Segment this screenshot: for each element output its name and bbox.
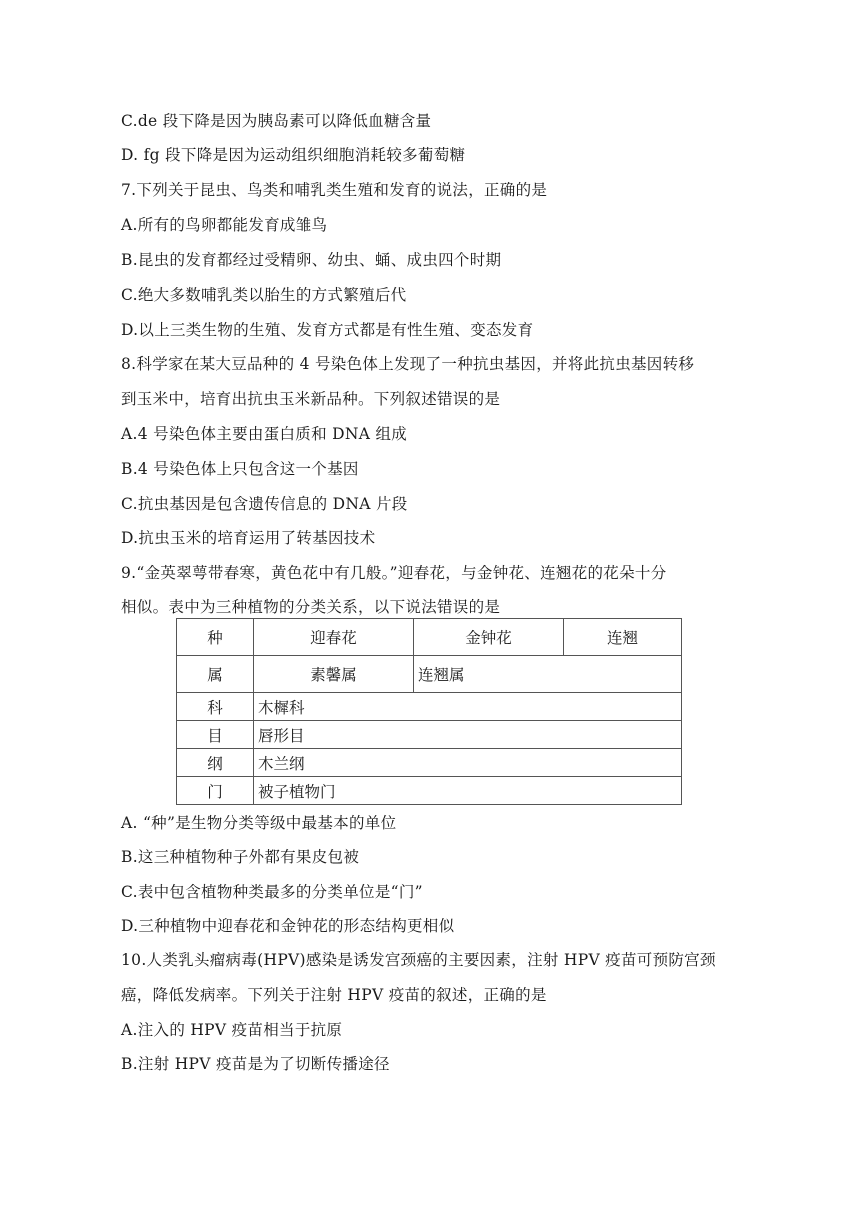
table-cell: 木兰纲 [254,749,682,777]
classification-table [176,618,682,805]
table-row-phylum [177,777,682,805]
question-9-line-2: 相似。表中为三种植物的分类关系，以下说法错误的是 [121,598,501,616]
table-cell: 连翘 [564,619,682,656]
table-row-family [177,693,682,721]
table-cell: 被子植物门 [254,777,682,805]
table-cell: 唇形目 [254,721,682,749]
rank-label: 目 [177,721,254,749]
table-row-genus [177,656,682,693]
table-cell: 金钟花 [414,619,564,656]
option-9c: C.表中包含植物种类最多的分类单位是“门” [121,883,423,901]
table-cell: 连翘属 [414,656,682,693]
rank-label: 纲 [177,749,254,777]
table-row-species [177,619,682,656]
question-9-line-1: 9.“金英翠萼带春寒，黄色花中有几般。”迎春花，与金钟花、连翘花的花朵十分 [121,564,667,582]
table-cell: 迎春花 [254,619,414,656]
rank-label: 属 [177,656,254,693]
option-10b: B.注射 HPV 疫苗是为了切断传播途径 [121,1055,390,1073]
option-7a: A.所有的鸟卵都能发育成雏鸟 [121,216,328,234]
option-7b: B.昆虫的发育都经过受精卵、幼虫、蛹、成虫四个时期 [121,251,502,269]
question-8-line-2: 到玉米中，培育出抗虫玉米新品种。下列叙述错误的是 [121,390,501,408]
option-6d: D. fg 段下降是因为运动组织细胞消耗较多葡萄糖 [121,146,466,164]
question-8-line-1: 8.科学家在某大豆品种的 4 号染色体上发现了一种抗虫基因，并将此抗虫基因转移 [121,355,695,373]
table-cell: 素馨属 [254,656,414,693]
rank-label: 科 [177,693,254,721]
option-9b: B.这三种植物种子外都有果皮包被 [121,848,360,866]
option-9d: D.三种植物中迎春花和金钟花的形态结构更相似 [121,917,455,935]
option-8c: C.抗虫基因是包含遗传信息的 DNA 片段 [121,495,408,513]
option-8d: D.抗虫玉米的培育运用了转基因技术 [121,529,376,547]
question-10-line-1: 10.人类乳头瘤病毒(HPV)感染是诱发宫颈癌的主要因素，注射 HPV 疫苗可预防宫颈 [121,951,716,969]
table-row-class [177,749,682,777]
option-7d: D.以上三类生物的生殖、发育方式都是有性生殖、变态发育 [121,321,534,339]
option-7c: C.绝大多数哺乳类以胎生的方式繁殖后代 [121,286,407,304]
option-10a: A.注入的 HPV 疫苗相当于抗原 [121,1021,343,1039]
table-row-order [177,721,682,749]
option-9a: A. “种”是生物分类等级中最基本的单位 [121,814,397,832]
question-10-line-2: 癌，降低发病率。下列关于注射 HPV 疫苗的叙述，正确的是 [121,986,547,1004]
rank-label: 种 [177,619,254,656]
table-cell: 木樨科 [254,693,682,721]
rank-label: 门 [177,777,254,805]
question-7: 7.下列关于昆虫、鸟类和哺乳类生殖和发育的说法，正确的是 [121,181,548,199]
option-6c: C.de 段下降是因为胰岛素可以降低血糖含量 [121,112,432,130]
option-8a: A.4 号染色体主要由蛋白质和 DNA 组成 [121,425,408,443]
option-8b: B.4 号染色体上只包含这一个基因 [121,460,359,478]
